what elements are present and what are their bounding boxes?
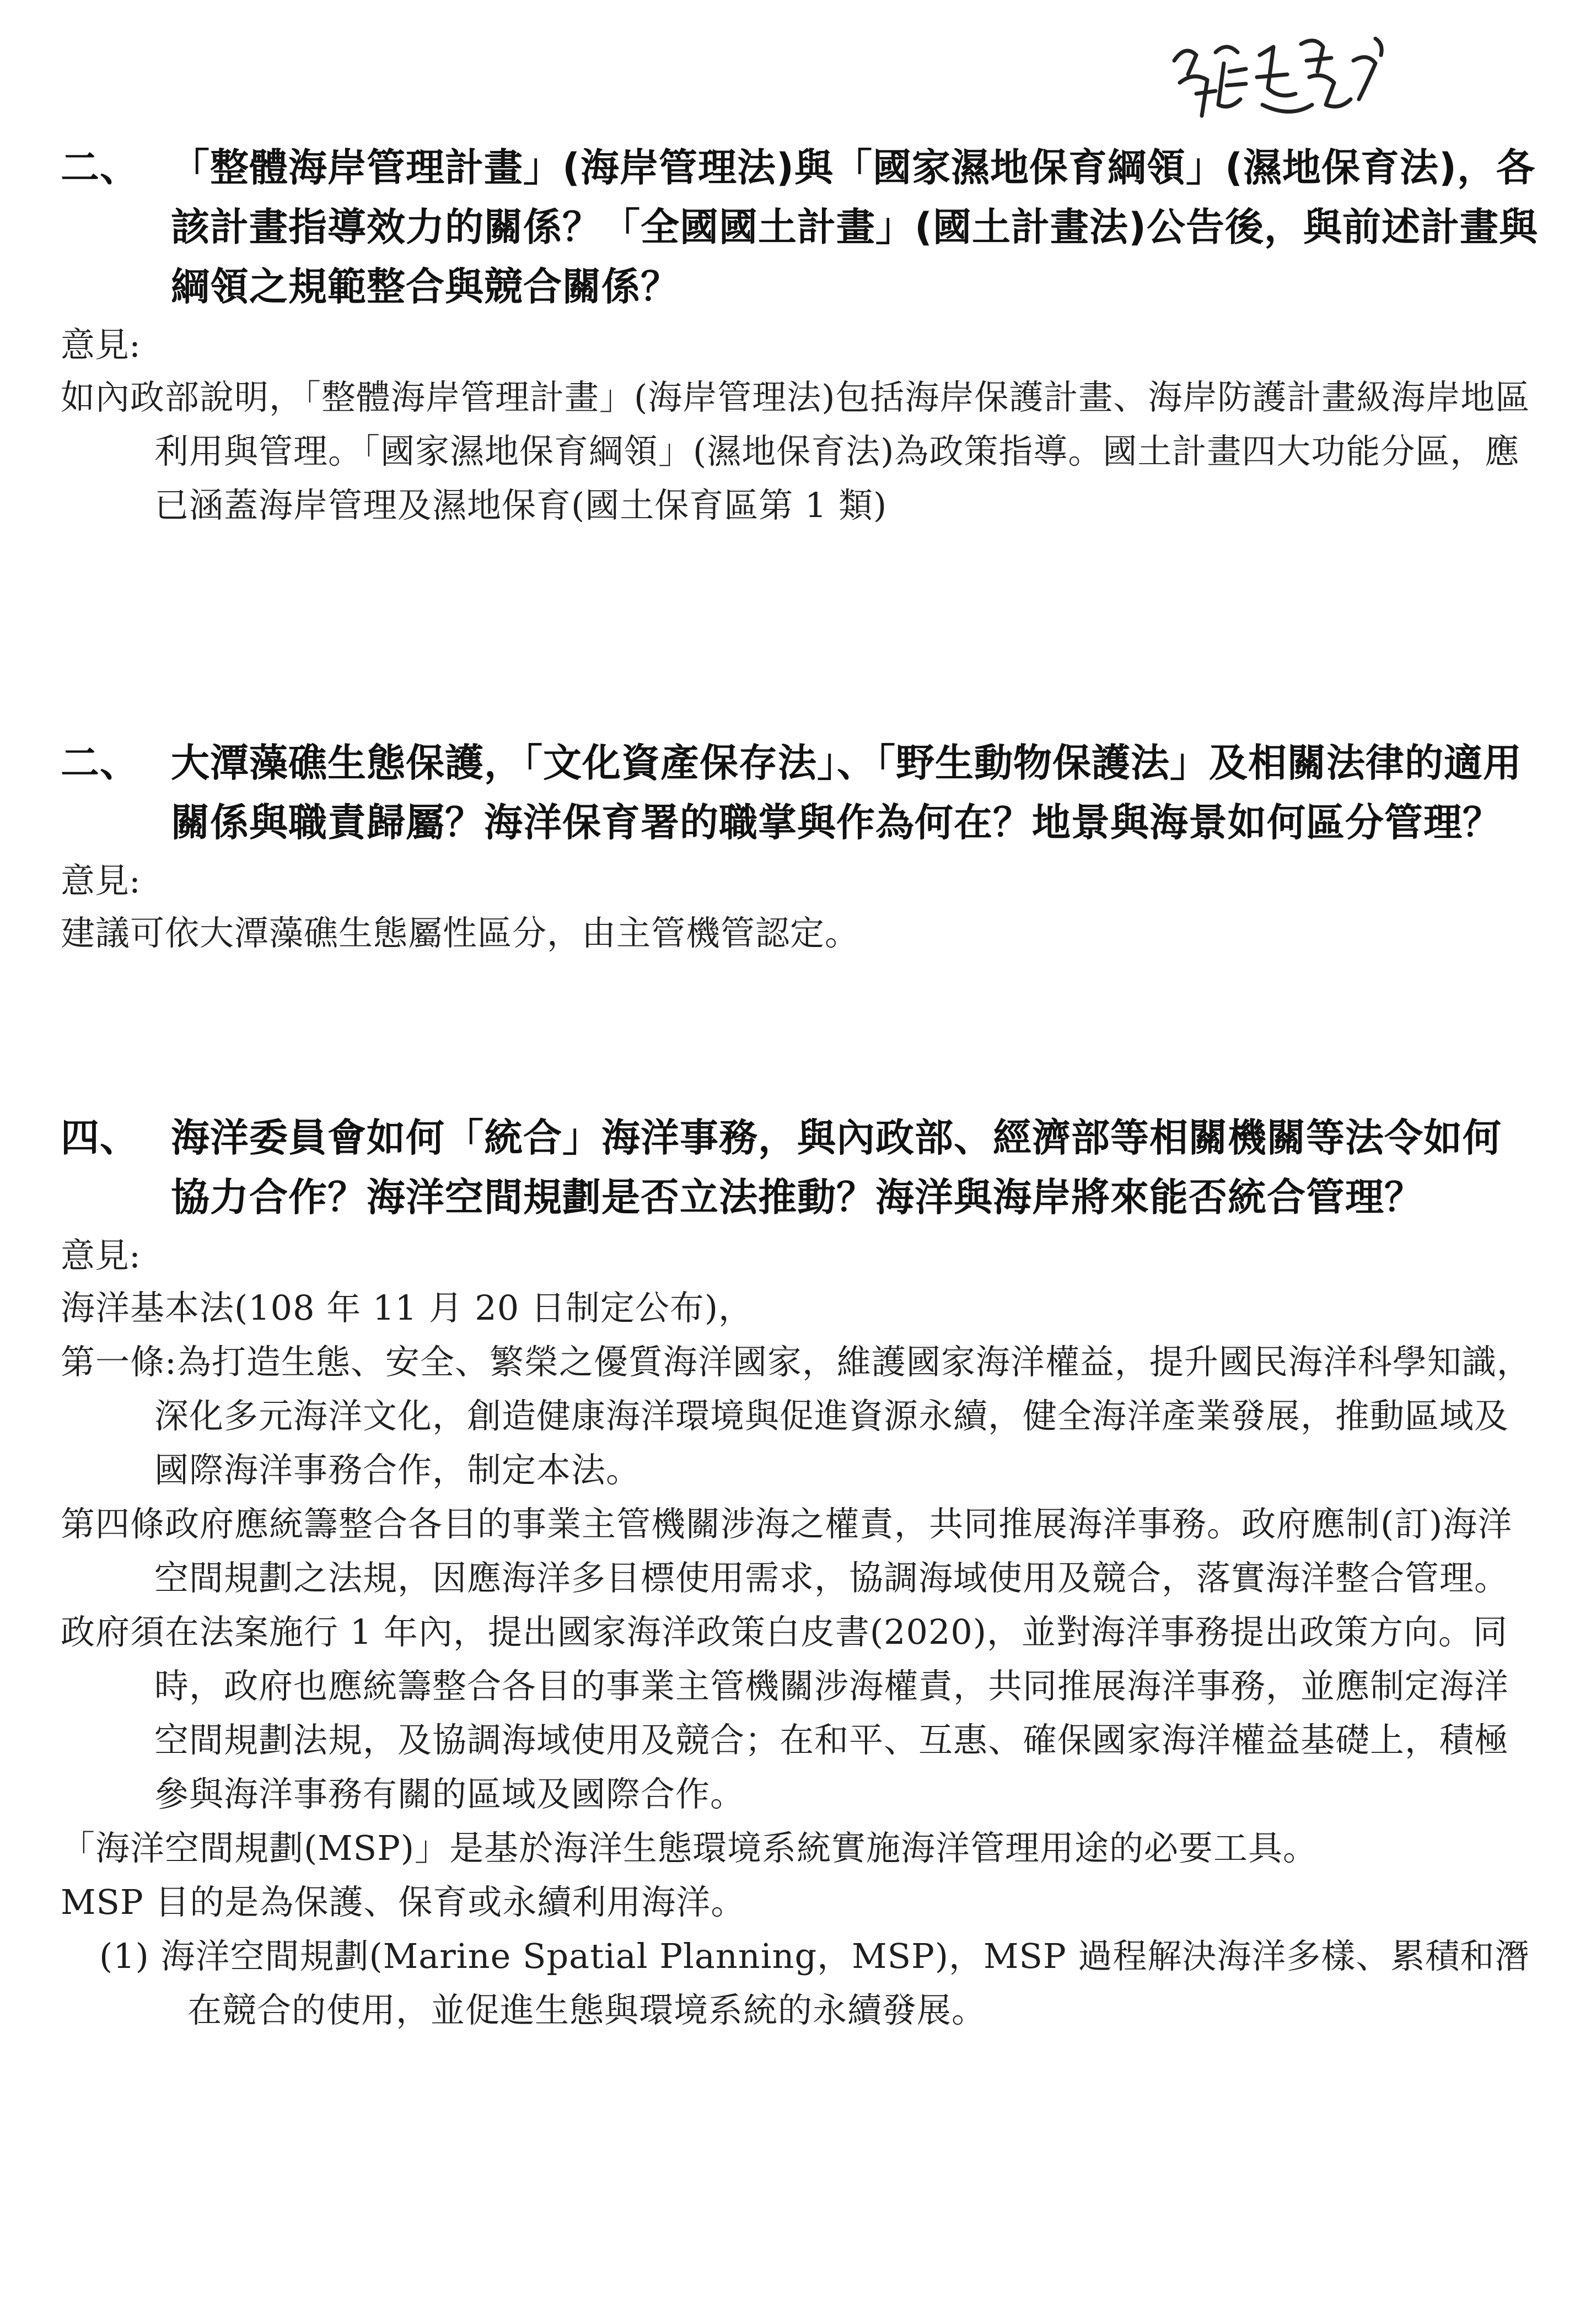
question-number: 四、: [61, 1115, 139, 1160]
question-text: 「整體海岸管理計畫」(海岸管理法)與「國家濕地保育綱領」(濕地保育法)，各該計畫指導效力的關係？「全國國土計畫」(國土計畫法)公告後，與前述計畫與綱領之規範整合與競合關係？: [171, 145, 1538, 309]
opinion-sub-item: (1) 海洋空間規劃(Marine Spatial Planning，MSP)，MSP 過程解決海洋多樣、累積和潛在競合的使用，並促進生態與環境系統的永續發展。: [99, 1936, 1530, 2030]
opinion-paragraph: 政府須在法案施行 1 年內，提出國家海洋政策白皮書(2020)，並對海洋事務提出政策方向。同時，政府也應統籌整合各目的事業主管機關涉海權責，共同推展海洋事務，並應制定海洋空間規劃法規，及協調海域使用及競合；在和平、互惠、確保國家海洋權益基礎上，積極參與海洋事務有關的區域及國際合作。: [61, 1612, 1509, 1814]
handwritten-signature: [1163, 22, 1395, 132]
opinion-paragraph: 海洋基本法(108 年 11 月 20 日制定公布)，: [61, 1288, 754, 1328]
opinion-paragraph: MSP 目的是為保護、保育或永續利用海洋。: [61, 1882, 746, 1922]
opinion-label: 意見:: [61, 1235, 141, 1276]
question-heading: [61, 138, 1538, 316]
question-number: 二、: [61, 145, 139, 190]
question-text: 海洋委員會如何「統合」海洋事務，與內政部、經濟部等相關機關等法令如何協力合作？海洋空間規劃是否立法推動？海洋與海岸將來能否統合管理？: [171, 1115, 1502, 1220]
opinion-paragraph: 如內政部說明，「整體海岸管理計畫」(海岸管理法)包括海岸保護計畫、海岸防護計畫級海岸地區利用與管理。「國家濕地保育綱領」(濕地保育法)為政策指導。國土計畫四大功能分區，應已涵蓋海岸管理及濕地保育(國土保育區第 1 類): [61, 377, 1530, 525]
opinion-label: 意見:: [61, 325, 141, 365]
opinion-label: 意見:: [61, 860, 141, 901]
section-ocean-affairs: [61, 1108, 1538, 2037]
opinion-paragraph: 建議可依大潭藻礁生態屬性區分，由主管機管認定。: [61, 913, 860, 953]
question-heading: [61, 1108, 1538, 1227]
opinion-paragraph: 第四條政府應統籌整合各目的事業主管機關涉海之權責，共同推展海洋事務。政府應制(訂)海洋空間規劃之法規，因應海洋多目標使用需求，協調海域使用及競合，落實海洋整合管理。: [61, 1504, 1513, 1598]
opinion-paragraph: 「海洋空間規劃(MSP)」是基於海洋生態環境系統實施海洋管理用途的必要工具。: [61, 1828, 1318, 1868]
section-coastal-plan: [61, 138, 1538, 532]
section-algal-reef: [61, 733, 1538, 960]
question-heading: [61, 733, 1538, 852]
question-text: 大潭藻礁生態保護，「文化資產保存法」、「野生動物保護法」及相關法律的適用關係與職責歸屬？海洋保育署的職掌與作為何在？地景與海景如何區分管理？: [171, 740, 1522, 845]
opinion-paragraph: 第一條:為打造生態、安全、繁榮之優質海洋國家，維護國家海洋權益，提升國民海洋科學知識，深化多元海洋文化，創造健康海洋環境與促進資源永續，健全海洋產業發展，推動區域及國際海洋事務合作，制定本法。: [61, 1342, 1531, 1490]
question-number: 二、: [61, 740, 139, 786]
